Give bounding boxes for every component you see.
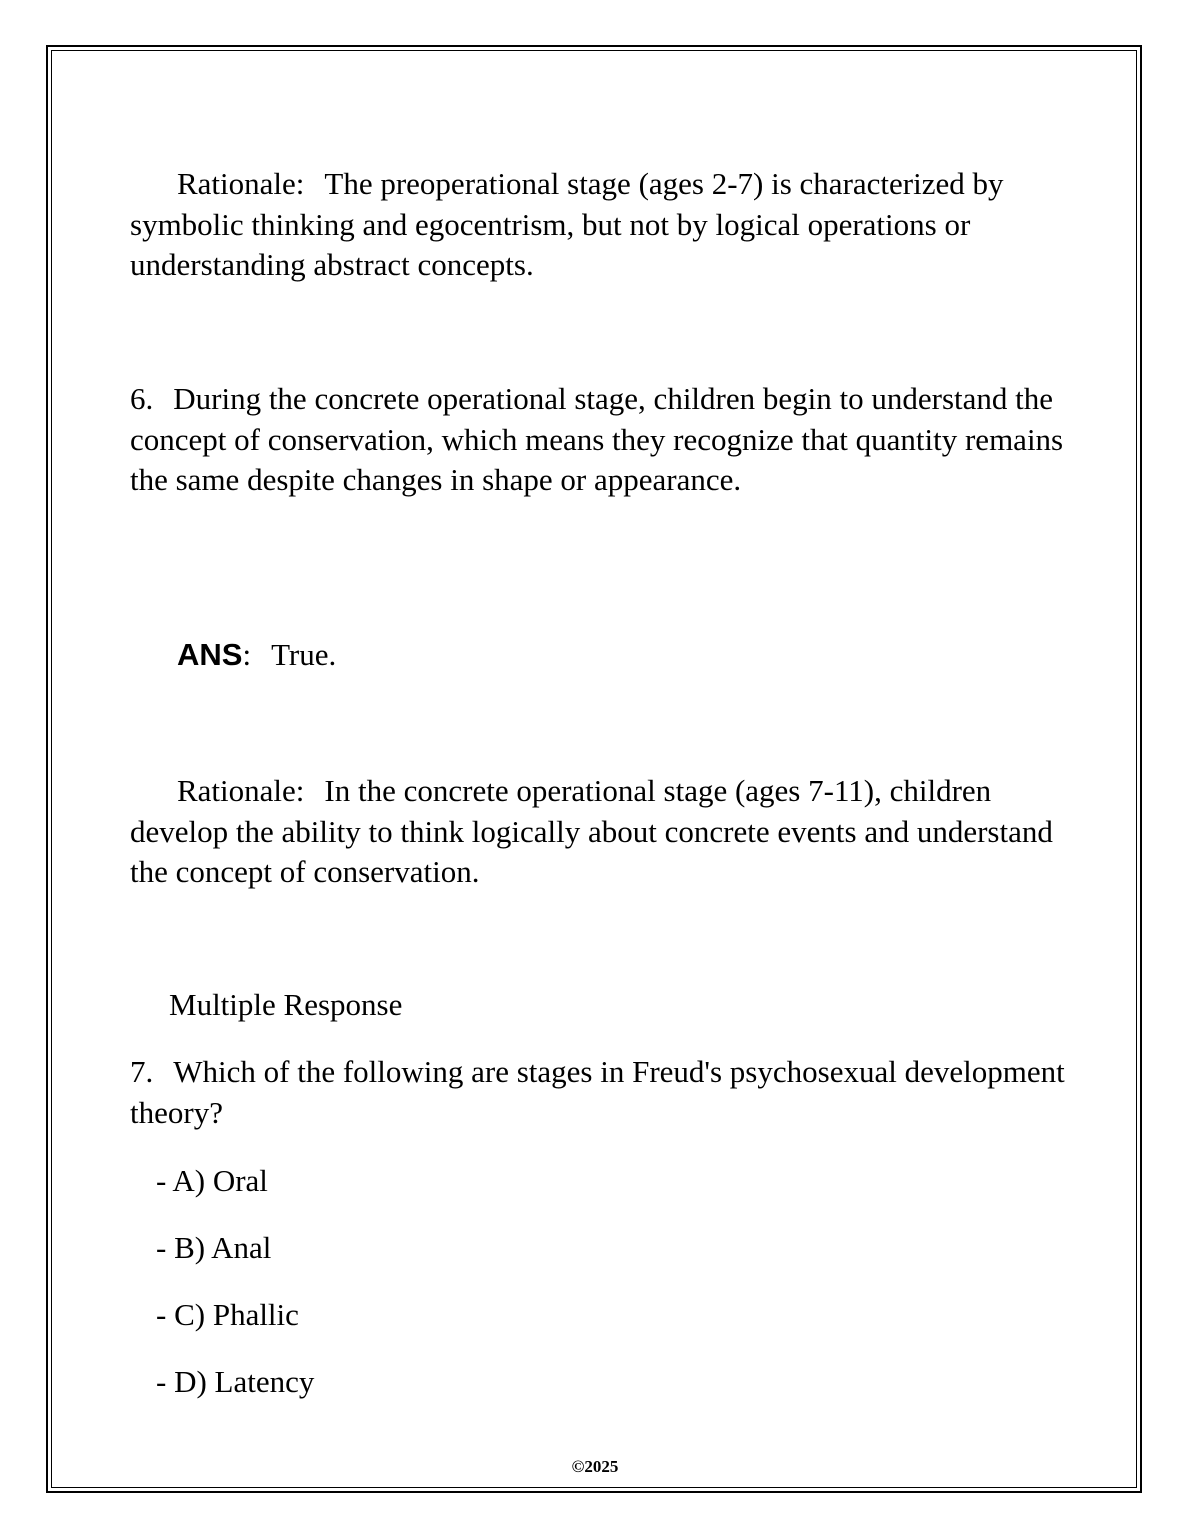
option-b: - B) Anal [156,1230,272,1265]
copyright-footer: ©2025 [571,1457,619,1476]
rationale-text: In the concrete operational stage (ages 7-11), children develop the ability to think logically about concrete events and understand the concept of conservation. [130,773,1053,889]
answer-block [130,635,1070,676]
answer-colon: : [242,637,252,672]
option-d: - D) Latency [156,1364,315,1399]
question-6 [130,379,1070,501]
question-7 [130,1052,1070,1133]
option-a: - A) Oral [156,1163,268,1198]
section-title: Multiple Response [169,987,403,1022]
answer-value: True. [271,637,337,672]
rationale-block-1 [130,164,1070,286]
question-number: 7. [130,1054,154,1089]
answer-label: ANS [177,637,243,672]
question-text: During the concrete operational stage, children begin to understand the concept of conservation, which means they recognize that quantity remains the same despite changes in shape or appearance. [130,381,1064,497]
question-number: 6. [130,381,154,416]
rationale-label: Rationale: [177,166,305,201]
question-text: Which of the following are stages in Freud's psychosexual development theory? [130,1054,1065,1130]
option-c: - C) Phallic [156,1297,299,1332]
rationale-block-2 [130,771,1070,893]
rationale-label: Rationale: [177,773,305,808]
rationale-text: The preoperational stage (ages 2-7) is characterized by symbolic thinking and egocentrism, but not by logical operations or understanding abstract concepts. [130,166,1004,282]
